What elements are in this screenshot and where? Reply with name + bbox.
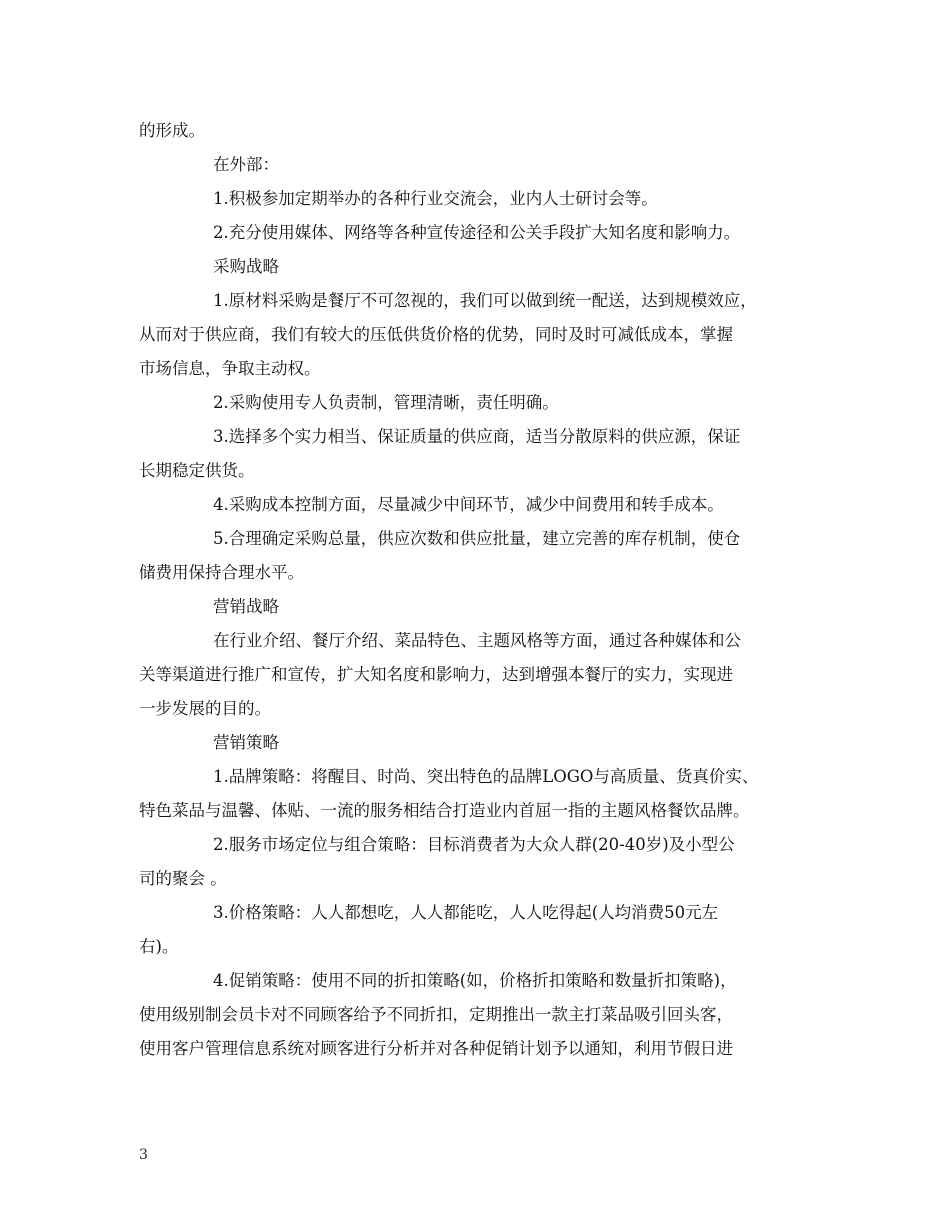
text-line: 5.合理确定采购总量，供应次数和供应批量，建立完善的库存机制，使仓 xyxy=(213,529,741,548)
text-line: 使用级别制会员卡对不同顾客给予不同折扣，定期推出一款主打菜品吸引回头客， xyxy=(139,1005,733,1024)
text-line: 长期稳定供货。 xyxy=(139,461,255,480)
text-line: 3.选择多个实力相当、保证质量的供应商，适当分散原料的供应源，保证 xyxy=(213,427,741,446)
text-line: 右)。 xyxy=(139,937,179,956)
text-line: 4.采购成本控制方面，尽量减少中间环节，减少中间费用和转手成本。 xyxy=(213,495,724,514)
text-line: 从而对于供应商，我们有较大的压低供货价格的优势，同时及时可减低成本，掌握 xyxy=(139,325,733,344)
text-line: 采购战略 xyxy=(213,257,279,276)
text-line: 1.原材料采购是餐厅不可忽视的，我们可以做到统一配送，达到规模效应， xyxy=(213,291,757,310)
page-number: 3 xyxy=(139,1147,148,1163)
text-line: 特色菜品与温馨、体贴、一流的服务相结合打造业内首屈一指的主题风格餐饮品牌。 xyxy=(139,801,750,820)
text-line: 在行业介绍、餐厅介绍、菜品特色、主题风格等方面，通过各种媒体和公 xyxy=(213,631,741,650)
text-line: 司的聚会 。 xyxy=(139,869,227,888)
text-line: 一步发展的目的。 xyxy=(139,699,271,718)
body-text xyxy=(139,114,815,1066)
text-line: 2.充分使用媒体、网络等各种宣传途径和公关手段扩大知名度和影响力。 xyxy=(213,223,741,242)
text-line: 1.品牌策略：将醒目、时尚、突出特色的品牌LOGO与高质量、货真价实、 xyxy=(213,767,759,786)
text-line: 2.采购使用专人负责制，管理清晰，责任明确。 xyxy=(213,393,559,412)
text-line: 4.促销策略：使用不同的折扣策略(如，价格折扣策略和数量折扣策略)， xyxy=(213,971,737,990)
text-line: 关等渠道进行推广和宣传，扩大知名度和影响力，达到增强本餐厅的实力，实现进 xyxy=(139,665,733,684)
text-line: 3.价格策略：人人都想吃，人人都能吃，人人吃得起(人均消费50元左 xyxy=(213,903,719,922)
text-line: 在外部： xyxy=(213,155,279,174)
text-line: 营销战略 xyxy=(213,597,279,616)
text-line: 市场信息，争取主动权。 xyxy=(139,359,321,378)
text-line: 营销策略 xyxy=(213,733,279,752)
text-line: 的形成。 xyxy=(139,121,205,140)
text-line: 使用客户管理信息系统对顾客进行分析并对各种促销计划予以通知，利用节假日进 xyxy=(139,1039,733,1058)
text-line: 1.积极参加定期举办的各种行业交流会，业内人士研讨会等。 xyxy=(213,189,658,208)
text-line: 2.服务市场定位与组合策略：目标消费者为大众人群(20-40岁)及小型公 xyxy=(213,835,735,854)
text-line: 储费用保持合理水平。 xyxy=(139,563,304,582)
